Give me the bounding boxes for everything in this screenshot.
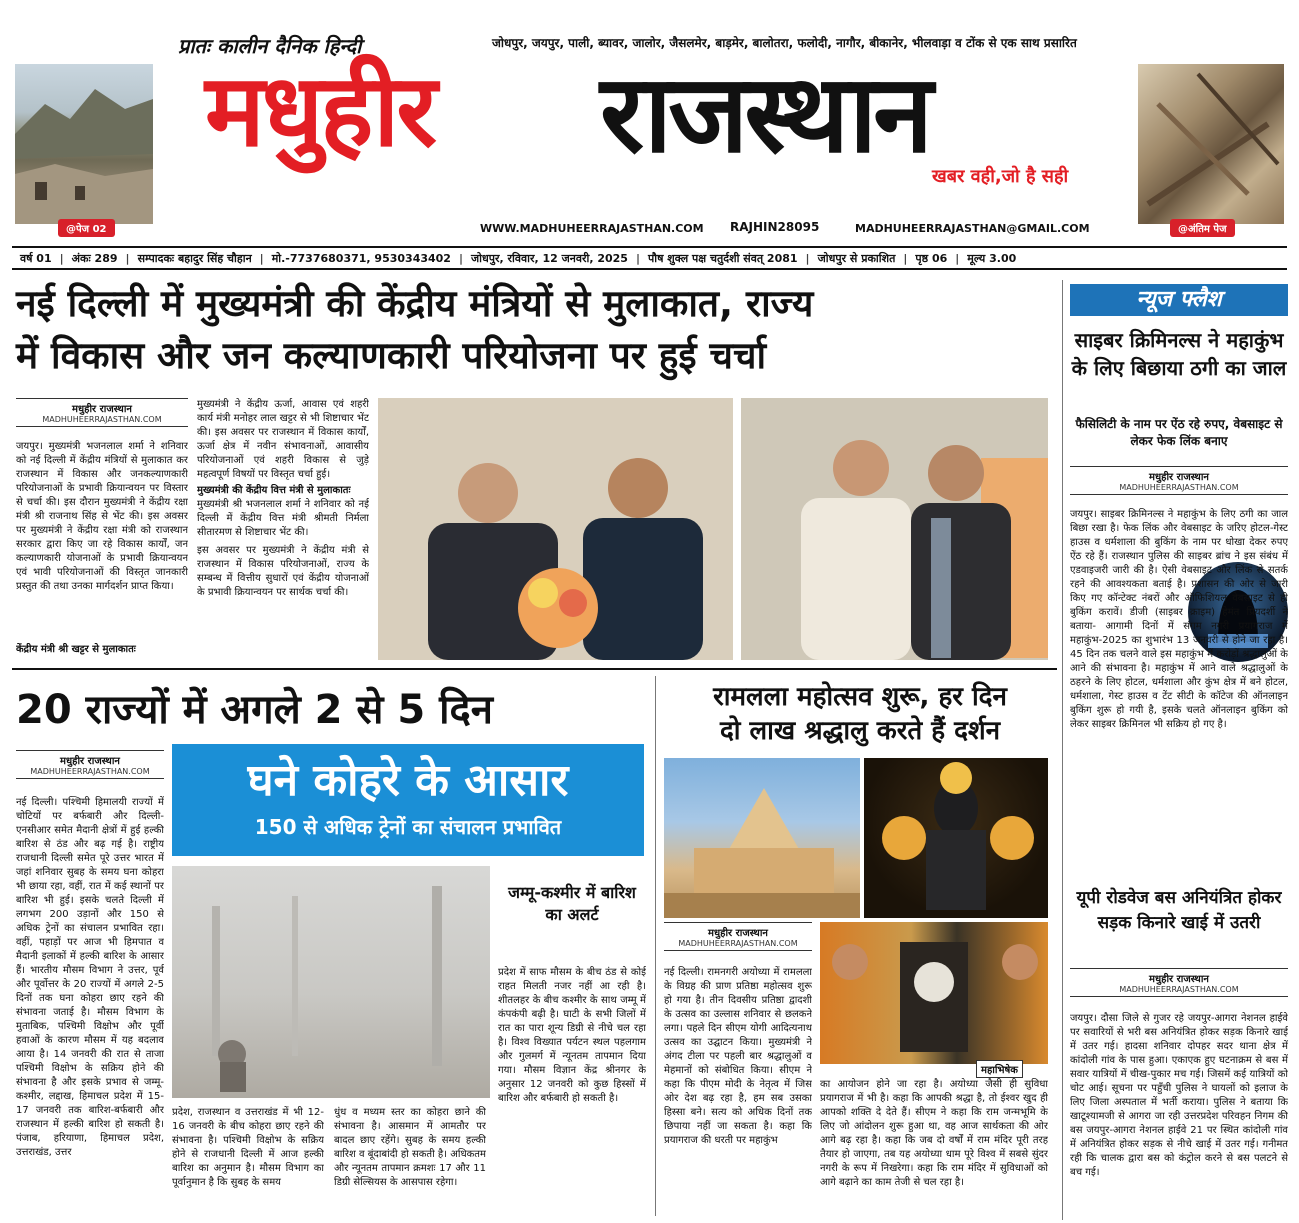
issue: अंकः 289: [71, 251, 118, 265]
byline-name: मधुहीर राजस्थान: [1070, 968, 1288, 985]
masthead-right-photo: [1138, 64, 1284, 224]
ram-temple-photo: [664, 758, 860, 918]
logo-rajasthan: राजस्थान: [600, 51, 930, 177]
story1-col2-para3: इस अवसर पर मुख्यमंत्री ने केंद्रीय मंत्री से राजस्थान में विकास परियोजनाओं, राज्य के सम्बन्ध में वित्तीय सुधारों एवं केंद्रीय योजनाओं के प्रभावी क्रियान्वयन पर सार्थक चर्चा की।: [197, 545, 369, 598]
info-bar: [12, 246, 1287, 270]
divider: [12, 668, 1057, 670]
separator: |: [59, 251, 64, 265]
byline-name: मधुहीर राजस्थान: [16, 750, 164, 767]
temple-icon: [664, 758, 860, 918]
separator: |: [259, 251, 264, 265]
story1-photo-meeting-1: [378, 398, 733, 660]
separator: |: [955, 251, 960, 265]
ram-headline-line2[interactable]: दो लाख श्रद्धालु करते हैं दर्शन: [719, 716, 1001, 746]
separator: |: [125, 251, 130, 265]
divider: [1062, 280, 1063, 1220]
abhishek-ceremony-icon: [820, 922, 1048, 1064]
registration-number: RAJHIN28095: [730, 220, 820, 234]
ram-idol-icon: [864, 758, 1048, 918]
byline-name: मधुहीर राजस्थान: [16, 398, 188, 415]
right-page-tag[interactable]: @अंतिम पेज: [1170, 219, 1235, 237]
byline-site: MADHUHEERRAJASTHAN.COM: [16, 767, 164, 779]
editor: सम्पादकः बहादुर सिंह चौहान: [137, 251, 252, 265]
fog-box-subtitle: 150 से अधिक ट्रेनों का संचालन प्रभावित: [254, 815, 562, 839]
logo-madhuheer: मधुहीर: [205, 51, 435, 169]
people-meeting-icon: [378, 398, 733, 660]
news-flash-banner[interactable]: न्यूज फ्लैश: [1070, 284, 1288, 316]
flash-headline[interactable]: साइबर क्रिमिनल्स ने महाकुंभ के लिए बिछाया ठगी का जाल: [1071, 328, 1287, 380]
fog-col3: धुंध व मध्यम स्तर का कोहरा छाने की संभावना है। आसमान में आमतौर पर बादल छाए रहेंगे। सुबह के समय हल्की बारिश व बूंदाबांदी हो सकती है। अधिकतम और न्यूनतम तापमान क्रमशः 17 और 11 डिग्री सेल्सियस के आसपास रहेगा।: [334, 1107, 486, 1188]
jk-headline[interactable]: जम्मू-कश्मीर में बारिश का अलर्ट: [508, 883, 636, 924]
byline-site: MADHUHEERRAJASTHAN.COM: [664, 939, 812, 951]
ram-col1: नई दिल्ली। रामनगरी अयोध्या में रामलला के विग्रह की प्राण प्रतिष्ठा महोत्सव शुरू हो गया है। तीन दिवसीय प्रतिष्ठा द्वादशी के उत्सव का उल्लास शनिवार से छलकने लगा। पहले दिन सीएम योगी आदित्यनाथ उत्सव का उद्घाटन किया। मुख्यमंत्री ने अंगद टीला पर पहली बार श्रद्धालुओं व मेहमानों को संबोधित किया। सीएम ने कहा कि पीएम मोदी के नेतृत्व में जिस ओर देश बढ़ रहा है, हम सब उसका हिस्सा बने। सत्य को अधिक दिनों तक छिपाया नहीं जा सकता है। कहा कि प्रयागराज की धरती पर महाकुंभ: [664, 967, 812, 1146]
byline-name: मधुहीर राजस्थान: [664, 922, 812, 939]
divider: [655, 676, 656, 1216]
story1-headline-line2[interactable]: में विकास और जन कल्याणकारी परियोजना पर हुई चर्चा: [16, 334, 767, 377]
website-link[interactable]: WWW.MADHUHEERRAJASTHAN.COM: [480, 222, 704, 235]
masthead-tagline: प्रातः कालीन दैनिक हिन्दी: [178, 34, 362, 58]
story1-col1-subhead: केंद्रीय मंत्री श्री खट्टर से मुलाकातः: [16, 644, 136, 655]
story1-headline-line1[interactable]: नई दिल्ली में मुख्यमंत्री की केंद्रीय मंत्रियों से मुलाकात, राज्य: [16, 282, 814, 325]
story1-byline: [16, 398, 188, 427]
separator: |: [635, 251, 640, 265]
byline-site: MADHUHEERRAJASTHAN.COM: [1070, 483, 1288, 495]
story1-col2-para1: मुख्यमंत्री ने केंद्रीय ऊर्जा, आवास एवं शहरी कार्य मंत्री मनोहर लाल खट्टर से भी शिष्टाचार भेंट की। इस अवसर पर राजस्थान में विकास कार्यों, ऊर्जा क्षेत्र में नवीन संभावनाओं, आवासीय परियोजनाओं एवं शहरी विकास से जुड़े महत्वपूर्ण विषयों पर विस्तृत चर्चा हुई।: [197, 399, 369, 480]
bus-body: जयपुर। दौसा जिले से गुजर रहे जयपुर-आगरा नेशनल हाईवे पर सवारियों से भरी बस अनियंत्रित होकर सड़क किनारे खाई में उतर गई। हादसा शनिवार दोपहर सदर थाना क्षेत्र में कांदोली गांव के पास हुआ। एकाएक हुए घटनाक्रम से बस में सवार यात्रियों में चीख-पुकार मच गई। जिसमें कई यात्रियों को चोट आई। सूचना पर पहुँची पुलिस ने घायलों को इलाज के लिए जिला अस्पताल में भर्ती कराया। पुलिस ने बताया कि खाटूश्यामजी से आगरा जा रही उत्तरप्रदेश परिवहन निगम की बस जयपुर-आगरा नेशनल हाईवे 21 पर स्थित कांदोली गांव में अनियंत्रित होकर सड़क से नीचे खाई में उतर गई। गनीमत रही कि चालक द्वारा बस को कंट्रोल करने से बस पलटने से बच गई।: [1070, 1013, 1288, 1178]
story1-col2: [197, 398, 369, 660]
ram-col2: का आयोजन होने जा रहा है। अयोध्या जैसी ही सुविधा प्रयागराज में भी है। कहा कि आपकी श्रद्धा है, तो ईश्वर खुद ही आपको शक्ति दे देते हैं। सीएम ने कहा कि राम जन्मभूमि के लिए जो आंदोलन शुरू हुआ था, वह आज सार्थकता की ओर आगे बढ़ रहा है। कहा कि जब दो वर्षों में राम मंदिर पूरी तरह तैयार हो जाएगा, तब यह अयोध्या धाम पूरे विश्व में सबसे सुंदर नगरी के रूप में निखरेगा। कहा कि राम मंदिर में सुविधाओं को आगे बढ़ाने का काम तेजी से चल रहा है।: [820, 1079, 1048, 1188]
separator: |: [903, 251, 908, 265]
byline-site: MADHUHEERRAJASTHAN.COM: [1070, 985, 1288, 997]
mobile: मो.-7737680371, 9530343402: [271, 251, 451, 265]
mahabhishek-label: महाभिषेक: [976, 1060, 1023, 1078]
fog-headline[interactable]: 20 राज्यों में अगले 2 से 5 दिन: [16, 687, 493, 733]
year: वर्ष 01: [20, 251, 52, 265]
fog-box-title: घने कोहरे के आसार: [247, 755, 569, 806]
left-page-tag[interactable]: @पेज 02: [58, 219, 115, 237]
ram-byline: [664, 922, 812, 951]
flash-byline: [1070, 466, 1288, 495]
flash-body: जयपुर। साइबर क्रिमिनल्स ने महाकुंभ के लिए ठगी का जाल बिछा रखा है। फेक लिंक और वेबसाइट के जरिए होटल-गेस्ट हाउस व धर्मशाला की बुकिंग के नाम पर धोखा देकर रुपए ऐंठ रहे हैं। राजस्थान पुलिस की साइबर ब्रांच ने इस संबंध में एडवाइजरी जारी की है। ऐसी वेबसाइट और लिंक से सतर्क रहने की आवश्यकता बताई है। प्रशासन की ओर से जारी किए गए कॉन्टेक्ट नंबरों और ऑफिशियल वेबसाइट से ही बुकिंग करावें। डीजी (साइबर क्राइम) हेमंत प्रियदर्शी ने बताया- आगामी दिनों में संगम नगरी प्रयागराज में महाकुंभ-2025 का शुभारंभ 13 जनवरी से होने जा रहा है। 45 दिन तक चलने वाले इस महाकुंभ में करोड़ों श्रद्धालुओं के आने की संभावना है। महाकुंभ में आने वाले श्रद्धालुओं के ठहरने के लिए होटल, धर्मशाला और कुंभ क्षेत्र में बने होटल, धर्मशाला, गेस्ट हाउस व टेंट सीटी के कॉटेज की ऑनलाइन बुकिंग शुरू हो गयी है, इसके चलते ऑनलाइन बुकिंग को लेकर साइबर क्रिमिनल भी सक्रिय हो गए है।: [1070, 509, 1288, 730]
masthead-slogan: खबर वही,जो है सही: [932, 166, 1069, 187]
hill-landscape-icon: [15, 64, 153, 224]
fog-col2: प्रदेश, राजस्थान व उत्तराखंड में भी 12-16 जनवरी के बीच कोहरा छाए रहने की संभावना है। पश्चिमी विक्षोभ के सक्रिय होने से राजधानी दिल्ली में आज हल्की बारिश का अनुमान है। मौसम विभाग का पूर्वानुमान है कि सुबह के समय: [172, 1107, 324, 1188]
price: मूल्य 3.00: [967, 251, 1017, 265]
separator: |: [805, 251, 810, 265]
bus-byline: [1070, 968, 1288, 997]
email-link[interactable]: MADHUHEERRAJASTHAN@GMAIL.COM: [855, 222, 1090, 235]
foggy-road-icon: [172, 866, 490, 1098]
fog-byline: [16, 750, 164, 779]
masthead-cities: जोधपुर, जयपुर, पाली, ब्यावर, जालोर, जैसलमेर, बाड़मेर, बालोतरा, फलोदी, नागौर, बीकानेर, भीलवाड़ा व टोंक से एक साथ प्रसारित: [492, 36, 1077, 50]
tithi: पौष शुक्ल पक्ष चतुर्दशी संवत् 2081: [648, 251, 798, 265]
story1-col2-subhead: मुख्यमंत्री की केंद्रीय वित्त मंत्री से मुलाकातः: [197, 485, 351, 496]
story1-col2-para2: मुख्यमंत्री श्री भजनलाल शर्मा ने शनिवार को नई दिल्ली में केंद्रीय वित्त मंत्री श्रीमती निर्मला सीतारमण से शिष्टाचार भेंट की।: [197, 499, 369, 538]
fog-photo: [172, 866, 490, 1098]
pages: पृष्ठ 06: [915, 251, 948, 265]
byline-name: मधुहीर राजस्थान: [1070, 466, 1288, 483]
date: जोधपुर, रविवार, 12 जनवरी, 2025: [471, 251, 628, 265]
debris-icon: [1138, 64, 1284, 224]
byline-site: MADHUHEERRAJASTHAN.COM: [16, 415, 188, 427]
story1-photo-meeting-2: [741, 398, 1048, 660]
ram-idol-photo: [864, 758, 1048, 918]
fog-highlight-box[interactable]: [172, 744, 644, 856]
mahabhishek-photo: [820, 922, 1048, 1064]
story1-col1: जयपुर। मुख्यमंत्री भजनलाल शर्मा ने शनिवार को नई दिल्ली में केंद्रीय मंत्रियों से मुलाकात कर राजस्थान में विकास और जनकल्याणकारी परियोजनाओं के प्रभावी क्रियान्वयन पर विस्तार से चर्चा की। इस दौरान मुख्यमंत्री ने केंद्रीय रक्षा मंत्री श्री राजनाथ सिंह से भेंट की। इस अवसर पर मुख्यमंत्री ने केंद्रीय रक्षा मंत्री को राजस्थान सरकार द्वारा किए जा रहे विकास कार्यों, जन कल्याणकारी योजनाओं के प्रभावी क्रियान्वयन एवं भावी परियोजनाओं की विस्तृत जानकारी प्रस्तुत की तथा उनका मार्गदर्शन प्राप्त किया।: [16, 441, 188, 592]
bus-headline[interactable]: यूपी रोडवेज बस अनियंत्रित होकर सड़क किनारे खाई में उतरी: [1076, 888, 1282, 933]
published-from: जोधपुर से प्रकाशित: [817, 251, 896, 265]
jk-body: प्रदेश में साफ मौसम के बीच ठंड से कोई राहत मिलती नजर नहीं आ रही है। शीतलहर के बीच कश्मीर के साथ जम्मू में कंपकंपी बढ़ी है। घाटी के सभी जिलों में रात का पारा शून्य डिग्री से नीचे चल रहा है। विश्व विख्यात पर्यटन स्थल पहलगाम और गुलमर्ग में न्यूनतम तापमान दिया गया। मौसम विज्ञान केंद्र श्रीनगर के अनुसार 12 जनवरी को कुछ हिस्सों में बारिश और बर्फबारी हो सकती है।: [498, 967, 646, 1104]
separator: |: [458, 251, 463, 265]
people-greeting-icon: [741, 398, 1048, 660]
masthead-left-photo: [15, 64, 153, 224]
ram-headline-line1[interactable]: रामलला महोत्सव शुरू, हर दिन: [713, 682, 1007, 712]
fog-col1: नई दिल्ली। पश्चिमी हिमालयी राज्यों में चोटियों पर बर्फबारी और दिल्ली-एनसीआर समेत मैदानी क्षेत्रों में हुई हल्की बारिश से ठंड और बढ़ गई है। राष्ट्रीय राजधानी दिल्ली समेत पूरे उत्तर भारत में जहां शनिवार सुबह के समय घना कोहरा भी छाया रहा, वहीं, रात में कई स्थानों पर बारिश भी हुई। इसके चलते दिल्ली में लगभग 200 उड़ानों और 150 से अधिक ट्रेनों का संचालन प्रभावित रहा। वहीं, पहाड़ों पर आज भी हिमपात व मैदानी इलाकों में हल्की बारिश के आसार हैं। भारतीय मौसम विभाग ने उत्तर, पूर्व और पूर्वोत्तर के 20 राज्यों में अगले 2-5 दिनों तक घना कोहरा छाए रहने की संभावना जताई है। मौसम विभाग के मुताबिक, पश्चिमी विक्षोभ और पूर्वी हवाओं के कारण मौसम में यह बदलाव आया है। 14 जनवरी की रात से ताजा पश्चिमी विक्षोभ के सक्रिय होने की संभावना है और इसके प्रभाव से जम्मू-कश्मीर, लद्दाख, हिमाचल प्रदेश में 15-17 जनवरी तक बारिश-बर्फबारी और राजस्थान में हल्की बारिश हो सकती है। पंजाब, हरियाणा, हिमाचल प्रदेश, उत्तराखंड, उत्तर: [16, 797, 164, 1158]
flash-subheadline: फैसिलिटी के नाम पर ऐंठ रहे रुपए, वेबसाइट से लेकर फेक लिंक बनाए: [1075, 417, 1283, 448]
